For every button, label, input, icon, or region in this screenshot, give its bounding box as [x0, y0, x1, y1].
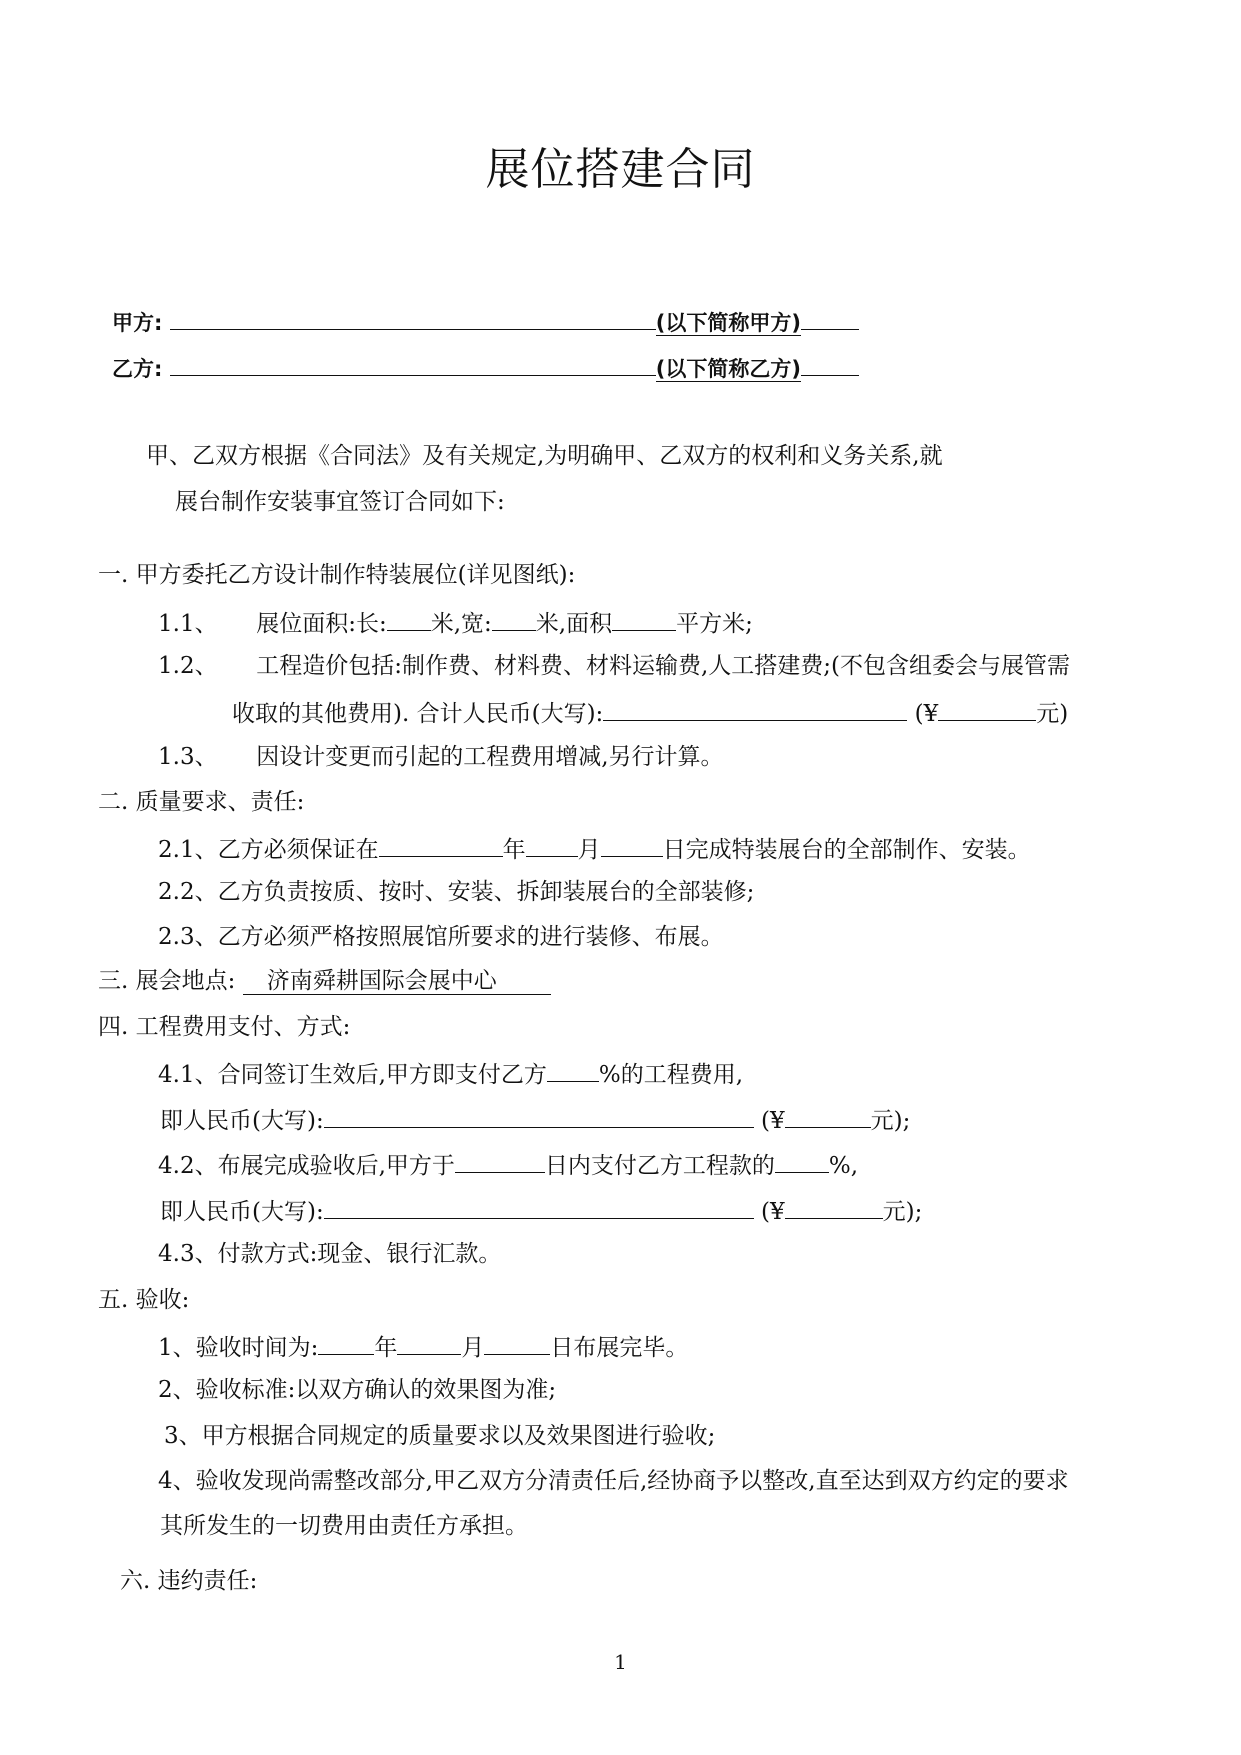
item-4-2-text-c: %,	[828, 1153, 859, 1179]
page-number: 1	[614, 1650, 627, 1674]
item-1-1-length-label: 展位面积:长:	[256, 611, 387, 637]
item-2-1-text-d: 日完成特装展台的全部制作、安装。	[662, 837, 1031, 863]
item-1-1-number: 1.1、	[158, 611, 218, 637]
item-1-2-text-2: 收取的其他费用). 合计人民币(大写):	[232, 701, 604, 727]
item-1-3	[158, 742, 724, 772]
item-1-3-text: 因设计变更而引起的工程费用增减,另行计算。	[256, 744, 724, 770]
section-4-heading: 四. 工程费用支付、方式:	[98, 1014, 351, 1040]
section-2-heading: 二. 质量要求、责任:	[98, 789, 305, 815]
party-a-label: 甲方:	[112, 311, 163, 335]
item-5-1-year: 年	[374, 1335, 398, 1361]
advance-amount-figure-blank	[785, 1103, 871, 1128]
item-4-2-yen-close: 元);	[882, 1199, 923, 1225]
length-blank	[387, 606, 431, 631]
item-5-4-line-2: 其所发生的一切费用由责任方承担。	[160, 1513, 528, 1539]
acceptance-day-blank	[484, 1330, 550, 1355]
intro-line-1: 甲、乙双方根据《合同法》及有关规定,为明确甲、乙双方的权利和义务关系,就	[146, 443, 943, 469]
item-5-3: 3、甲方根据合同规定的质量要求以及效果图进行验收;	[164, 1423, 716, 1449]
item-5-1-text-a: 1、验收时间为:	[158, 1335, 319, 1361]
item-5-1-month: 月	[461, 1335, 485, 1361]
item-1-2-line-2	[232, 696, 1068, 729]
advance-amount-words-blank	[324, 1103, 754, 1128]
item-4-2-rmb-label: 即人民币(大写):	[160, 1199, 324, 1225]
completion-month-blank	[526, 832, 578, 857]
item-5-1-text-d: 日布展完毕。	[550, 1335, 689, 1361]
total-amount-words-blank	[603, 696, 907, 721]
party-a-tail-blank	[801, 305, 859, 330]
document-title: 展位搭建合同	[485, 144, 756, 195]
completion-year-blank	[379, 832, 503, 857]
section-1-heading: 一. 甲方委托乙方设计制作特装展位(详见图纸):	[98, 562, 576, 588]
section-6-heading: 六. 违约责任:	[120, 1568, 258, 1594]
item-2-2: 2.2、乙方负责按质、按时、安装、拆卸装展台的全部装修;	[158, 879, 755, 905]
party-b-note: (以下简称乙方)	[655, 357, 801, 381]
acceptance-month-blank	[397, 1330, 461, 1355]
completion-day-blank	[601, 832, 663, 857]
item-4-1-text-b: %的工程费用,	[598, 1062, 744, 1088]
item-5-4-line-1: 4、验收发现尚需整改部分,甲乙双方分清责任后,经协商予以整改,直至达到双方约定的要求	[158, 1468, 1069, 1494]
item-5-1	[158, 1330, 688, 1363]
final-amount-words-blank	[324, 1194, 754, 1219]
total-amount-figure-blank	[938, 696, 1036, 721]
item-1-2-line-1	[158, 651, 1070, 681]
item-1-2-number: 1.2、	[158, 653, 218, 679]
item-2-3: 2.3、乙方必须严格按照展馆所要求的进行装修、布展。	[158, 924, 724, 950]
item-4-1	[158, 1057, 743, 1090]
width-blank	[492, 606, 536, 631]
item-1-2-text-1: 工程造价包括:制作费、材料费、材料运输费,人工搭建费;(不包含组委会与展管需	[256, 653, 1070, 679]
item-1-1-area-label: 米,面积	[535, 611, 613, 637]
item-2-1-text-a: 2.1、乙方必须保证在	[158, 837, 379, 863]
item-2-1	[158, 832, 1031, 865]
final-percent-blank	[775, 1148, 829, 1173]
item-1-2-yen-open: (¥	[914, 701, 939, 727]
section-5-heading: 五. 验收:	[98, 1287, 190, 1313]
section-3-heading: 三. 展会地点:	[98, 968, 236, 994]
area-blank	[612, 606, 676, 631]
final-amount-figure-blank	[785, 1194, 883, 1219]
item-4-1-text-a: 4.1、合同签订生效后,甲方即支付乙方	[158, 1062, 547, 1088]
item-4-2-text-b: 日内支付乙方工程款的	[544, 1153, 775, 1179]
party-a-name-blank	[170, 305, 656, 330]
party-b-line	[112, 351, 859, 384]
item-1-1-unit: 平方米;	[676, 611, 753, 637]
item-4-2	[158, 1148, 858, 1181]
party-a-line	[112, 305, 859, 338]
party-b-name-blank	[170, 351, 656, 376]
advance-percent-blank	[547, 1057, 599, 1082]
item-1-1	[158, 606, 753, 639]
item-2-1-year: 年	[502, 837, 526, 863]
item-4-1-yen-close: 元);	[870, 1108, 911, 1134]
venue-value: 济南舜耕国际会展中心	[243, 968, 551, 995]
item-4-1-rmb	[160, 1103, 910, 1136]
acceptance-year-blank	[318, 1330, 374, 1355]
item-4-2-rmb	[160, 1194, 922, 1227]
item-1-2-yen-close: 元)	[1036, 701, 1069, 727]
item-4-2-text-a: 4.2、布展完成验收后,甲方于	[158, 1153, 455, 1179]
item-4-2-yen-open: (¥	[761, 1199, 785, 1225]
party-b-tail-blank	[801, 351, 859, 376]
item-4-1-rmb-label: 即人民币(大写):	[160, 1108, 324, 1134]
section-3-line	[98, 966, 551, 996]
item-1-1-width-label: 米,宽:	[430, 611, 492, 637]
party-a-note: (以下简称甲方)	[655, 311, 801, 335]
intro-line-2: 展台制作安装事宜签订合同如下:	[175, 489, 505, 515]
item-4-3: 4.3、付款方式:现金、银行汇款。	[158, 1241, 502, 1267]
party-b-label: 乙方:	[112, 357, 163, 381]
payment-days-blank	[455, 1148, 545, 1173]
item-1-3-number: 1.3、	[158, 744, 218, 770]
item-5-2: 2、验收标准:以双方确认的效果图为准;	[158, 1377, 557, 1403]
item-4-1-yen-open: (¥	[761, 1108, 785, 1134]
item-2-1-month: 月	[577, 837, 601, 863]
